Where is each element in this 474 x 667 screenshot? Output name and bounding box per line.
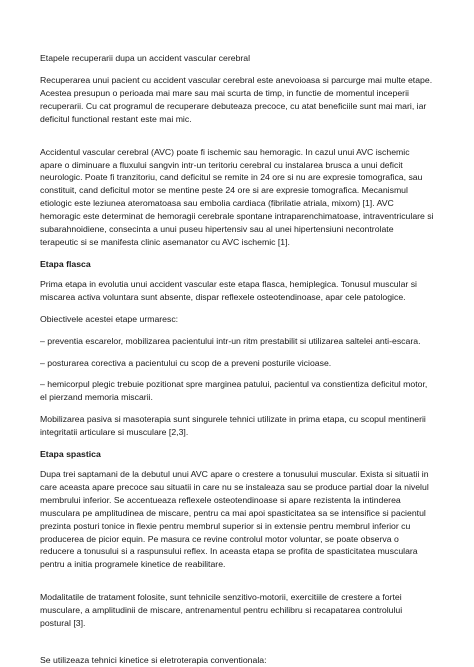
- spastica-paragraph: Dupa trei saptamani de la debutul unui AVC apare o crestere a tonusului muscular. Exista si situatii in care aceasta apare precoce sau situatii in care nu se instaleaza sau se produce partial doar la nivelul membrului inferior. Se accentueaza reflexele osteotendinoase si apare rezistenta la intinderea musculara pe amplitudinea de miscare, pentru ca mai apoi spasticitatea sa se intensifice si pacientul prezinta posturi tonice in flexie pentru membrul superior si in extensie pentru membrul inferior cu producerea de picior equin. Pe masura ce revine controlul motor voluntar, se poate observa o reducere a tonusului si a raspunsului reflex. In aceasta etapa se profita de spasticitatea musculara pentru a initia programele kinetice de reabilitare.: [40, 469, 429, 570]
- section-heading-spastica: Etapa spastica: [40, 449, 101, 460]
- intro-paragraph: Recuperarea unui pacient cu accident vascular cerebral este anevoioasa si parcurge mai multe etape. Acestea presupun o perioada mai mare sau mai scurta de timp, in functie de momentul inceperii recuperarii. Cu cat programul de recuperare debuteaza precoce, cu atat beneficiile sunt mai mari, iar deficitul functional restant este mai mic.: [40, 75, 433, 124]
- section-heading-flasca: Etapa flasca: [40, 258, 91, 269]
- objective-item: – posturarea corectiva a pacientului cu scop de a preveni posturile vicioase.: [40, 357, 332, 368]
- objectives-label: Obiectivele acestei etape urmaresc:: [40, 313, 179, 324]
- objective-item: – hemicorpul plegic trebuie pozitionat spre marginea patului, pacientul va constientiza deficitul motor, el pierzand memoria miscarii.: [40, 379, 428, 403]
- flasca-paragraph: Prima etapa in evolutia unui accident vascular este etapa flasca, hemiplegica. Tonusul muscular si miscarea activa voluntara sunt absente, dispar reflexele osteotendinoase, apar cele patologice.: [40, 278, 417, 302]
- treatment-modalities-paragraph: Modalitatile de tratament folosite, sunt tehnicile senzitivo-motorii, exercitiile de crestere a fortei musculare, a amplitudinii de miscare, antrenamentul pentru echilibru si recapatarea controlului postural [3].: [40, 592, 403, 629]
- techniques-intro-line: Se utilizeaza tehnici kinetice si eletroterapia conventionala:: [40, 655, 267, 665]
- document-title: Etapele recuperarii dupa un accident vascular cerebral: [40, 53, 251, 63]
- objective-item: – preventia escarelor, mobilizarea pacientului intr-un ritm prestabilit si utilizarea saltelei anti-escara.: [40, 335, 421, 346]
- flasca-techniques-paragraph: Mobilizarea pasiva si masoterapia sunt singurele tehnici utilizate in prima etapa, cu scopul mentinerii integritatii articulare si musculare [2,3].: [40, 414, 426, 438]
- avc-definition-paragraph: Accidentul vascular cerebral (AVC) poate fi ischemic sau hemoragic. In cazul unui AVC ischemic apare o diminuare a fluxului sangvin intr-un teritoriu cerebral cu instalarea brusca a unui deficit neurologic. Poate fi tranzitoriu, cand deficitul se remite in 24 ore si nu are expresie tomografica, sau constituit, cand deficitul motor se mentine peste 24 ore si are expresie tomografica. Mecanismul etiologic este leziunea ateromatoasa sau embolia cardiaca (fibrilatie atriala, mixom) [1]. AVC hemoragic este determinat de hemoragii cerebrale spontane intraparenchimatoase, intraventriculare si subarahnoidiene, consecinta a unui puseu hipertensiv sau al unei hipertensiuni necontrolate terapeutic si se manifesta clinic asemanator cu AVC ischemic [1].: [40, 146, 434, 247]
